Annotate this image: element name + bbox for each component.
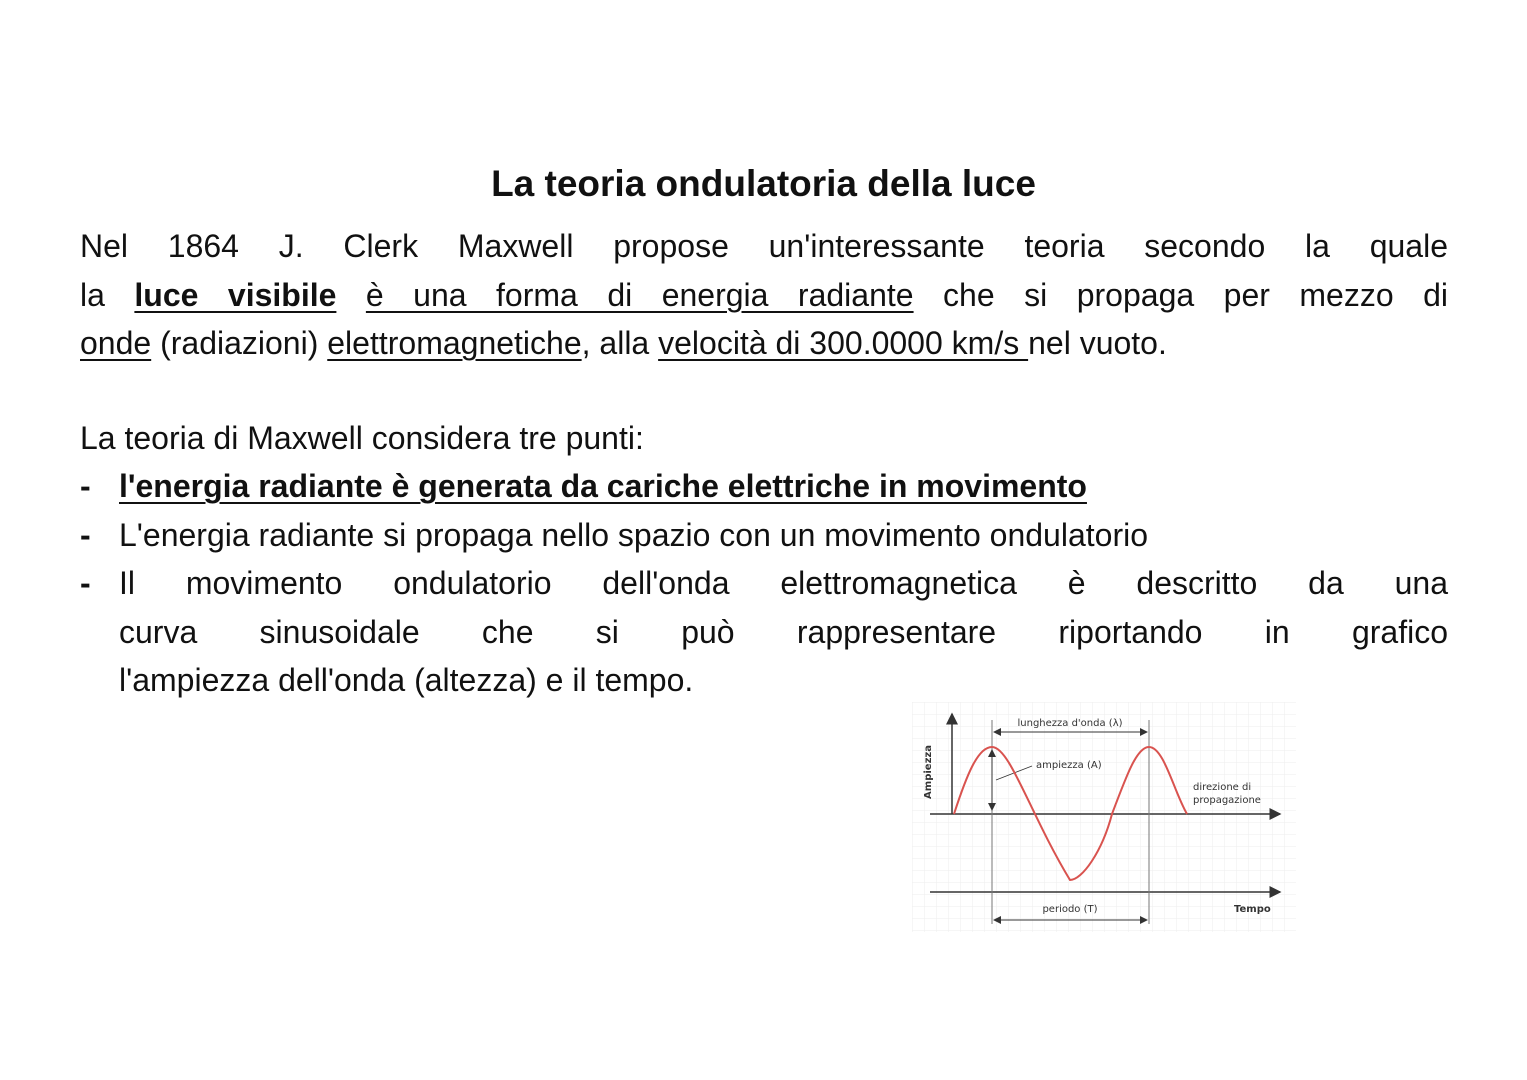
dash-bullet: -: [80, 565, 91, 601]
wavelength-label: lunghezza d'onda (λ): [1017, 718, 1123, 729]
elettromagnetiche-term: elettromagnetiche: [327, 325, 582, 361]
intro-paragraph: [80, 222, 1448, 368]
paragraph-line-2: [80, 271, 1448, 320]
text-span: , alla: [581, 325, 659, 361]
luce-visibile-term: luce visibile: [134, 276, 337, 313]
direction-label-line-1: direzione di: [1193, 782, 1252, 793]
wave-diagram-svg: [912, 702, 1296, 932]
text-span: nel vuoto.: [1028, 325, 1167, 361]
points-list: [80, 462, 1448, 705]
period-label: periodo (T): [1042, 904, 1098, 915]
grid-background: [912, 702, 1296, 932]
list-item-text: l'energia radiante è generata da cariche elettriche in movimento: [119, 468, 1087, 504]
text-span: la: [80, 276, 135, 313]
list-item: [80, 511, 1448, 560]
page-title: La teoria ondulatoria della luce: [491, 163, 1036, 204]
text-span: che si propaga per mezzo di: [913, 276, 1449, 313]
dash-bullet: -: [80, 516, 91, 553]
paragraph-line-3: [80, 319, 1448, 368]
list-intro: La teoria di Maxwell considera tre punti:: [80, 420, 644, 456]
energia-radiante-phrase: è una forma di energia radiante: [365, 276, 914, 313]
text-span: (radiazioni): [151, 325, 328, 361]
amplitude-label: ampiezza (A): [1036, 760, 1102, 771]
x-axis-label: Tempo: [1234, 904, 1271, 915]
velocita-phrase: velocità di 300.0000 km/s: [658, 325, 1029, 361]
direction-label-line-2: propagazione: [1193, 795, 1261, 806]
list-item-text-line-1: Il movimento ondulatorio dell'onda elettromagnetica è descritto da una: [119, 565, 1448, 601]
list-item: [80, 559, 1448, 705]
onde-term: onde: [80, 325, 152, 361]
list-item-text-line-2: curva sinusoidale che si può rappresentare riportando in grafico: [119, 613, 1448, 650]
list-item-text: L'energia radiante si propaga nello spazio con un movimento ondulatorio: [119, 516, 1148, 553]
list-item: [80, 462, 1448, 511]
wave-diagram: [912, 702, 1296, 932]
dash-bullet: -: [80, 468, 91, 504]
text-span: [336, 277, 365, 313]
y-axis-label: Ampiezza: [923, 745, 934, 799]
paragraph-line-1: Nel 1864 J. Clerk Maxwell propose un'interessante teoria secondo la quale: [80, 228, 1448, 264]
list-item-text-line-3: l'ampiezza dell'onda (altezza) e il tempo.: [119, 662, 694, 698]
